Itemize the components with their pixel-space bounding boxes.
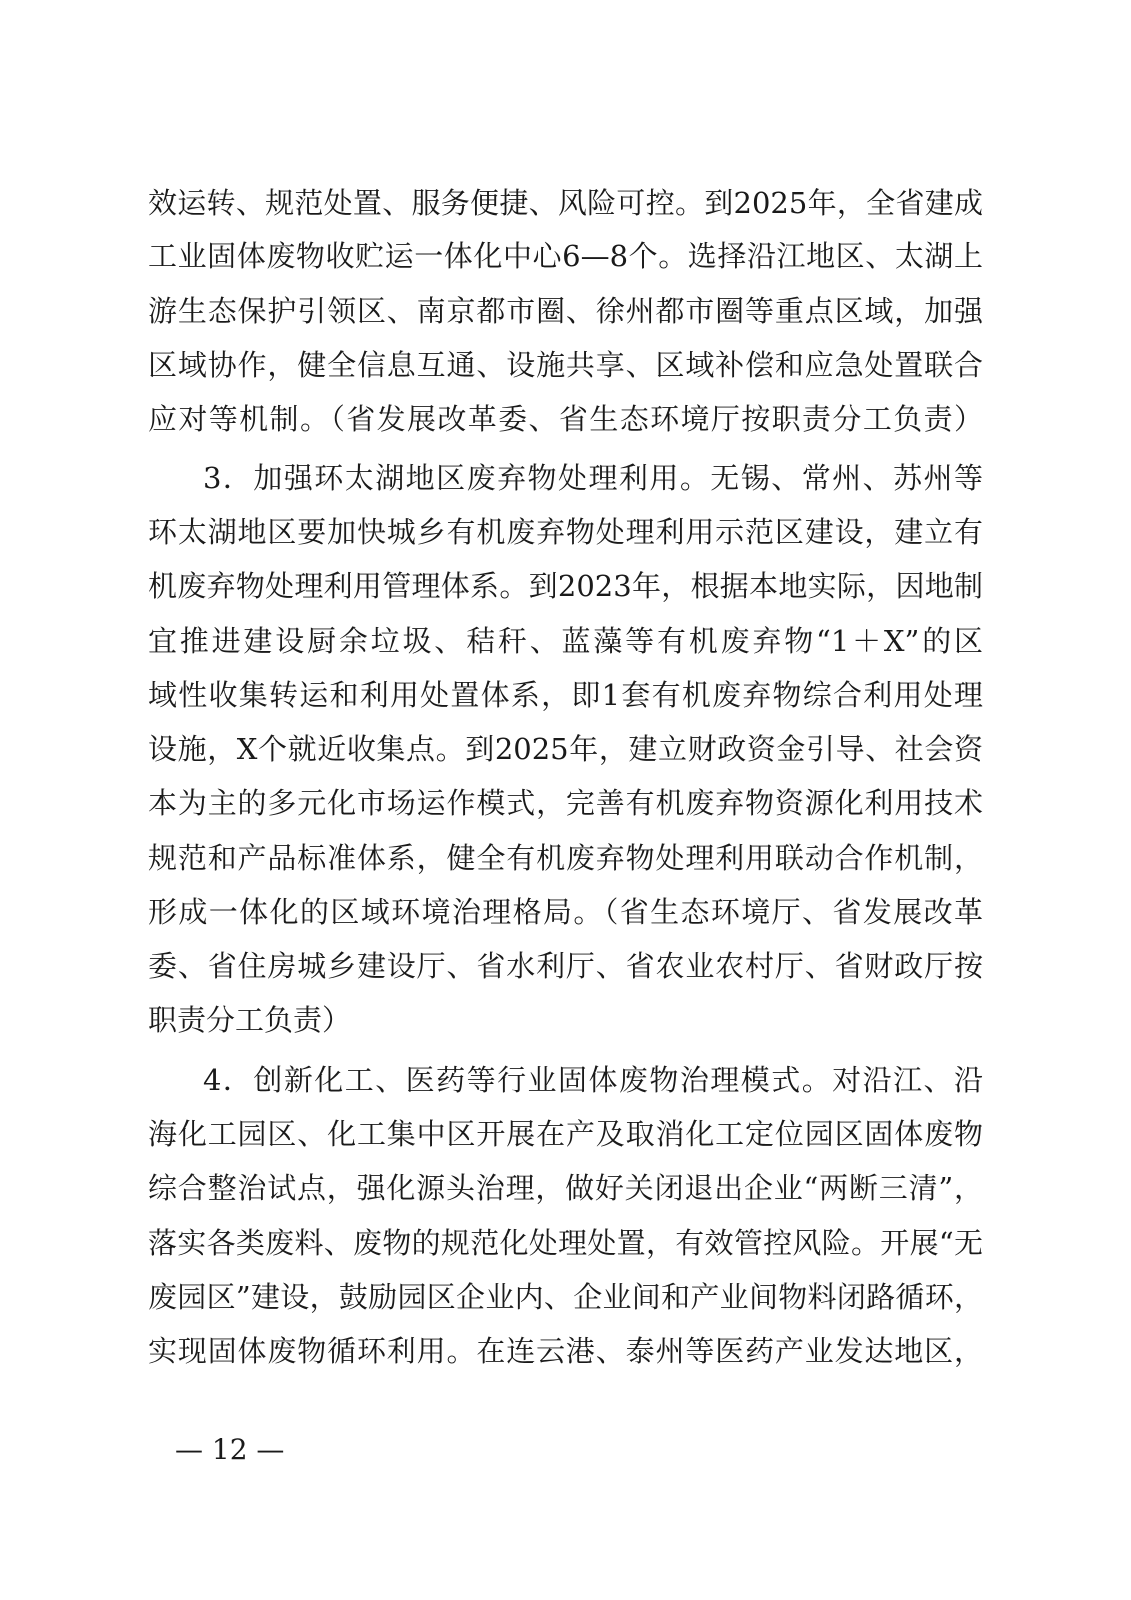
page-number: — 12 — <box>175 1433 285 1466</box>
text-line: 落实各类废料、废物的规范化处理处置，有效管控风险。开展“无 <box>148 1226 983 1260</box>
text-line: 规范和产品标准体系，健全有机废弃物处理利用联动合作机制， <box>148 841 983 875</box>
text-line: 效运转、规范处置、服务便捷、风险可控。到2025年，全省建成 <box>148 186 983 220</box>
text-line: 形成一体化的区域环境治理格局。（省生态环境厅、省发展改革 <box>148 895 983 929</box>
text-line: 本为主的多元化市场运作模式，完善有机废弃物资源化利用技术 <box>148 786 983 820</box>
text-line: 宜推进建设厨余垃圾、秸秆、蓝藻等有机废弃物“1＋X”的区 <box>148 624 983 658</box>
text-line: 环太湖地区要加快城乡有机废弃物处理利用示范区建设，建立有 <box>148 515 983 549</box>
text-line: 综合整治试点，强化源头治理，做好关闭退出企业“两断三清”， <box>148 1171 983 1205</box>
section-3-heading-line: 3．加强环太湖地区废弃物处理利用。无锡、常州、苏州等 <box>203 461 983 495</box>
text-line: 应对等机制。（省发展改革委、省生态环境厅按职责分工负责） <box>148 402 983 436</box>
text-line: 废园区”建设，鼓励园区企业内、企业间和产业间物料闭路循环， <box>148 1280 983 1314</box>
text-line: 机废弃物处理利用管理体系。到2023年，根据本地实际，因地制 <box>148 569 983 603</box>
text-line: 工业固体废物收贮运一体化中心6—8个。选择沿江地区、太湖上 <box>148 239 983 273</box>
text-line: 设施，X个就近收集点。到2025年，建立财政资金引导、社会资 <box>148 732 983 766</box>
section-4-heading-line: 4．创新化工、医药等行业固体废物治理模式。对沿江、沿 <box>203 1063 983 1097</box>
text-line: 实现固体废物循环利用。在连云港、泰州等医药产业发达地区， <box>148 1334 983 1368</box>
text-line: 游生态保护引领区、南京都市圈、徐州都市圈等重点区域，加强 <box>148 294 983 328</box>
text-line: 域性收集转运和利用处置体系，即1套有机废弃物综合利用处理 <box>148 678 983 712</box>
text-line: 区域协作，健全信息互通、设施共享、区域补偿和应急处置联合 <box>148 348 983 382</box>
text-line: 职责分工负责） <box>148 1003 352 1037</box>
text-line: 海化工园区、化工集中区开展在产及取消化工定位园区固体废物 <box>148 1117 983 1151</box>
text-line: 委、省住房城乡建设厅、省水利厅、省农业农村厅、省财政厅按 <box>148 949 983 983</box>
